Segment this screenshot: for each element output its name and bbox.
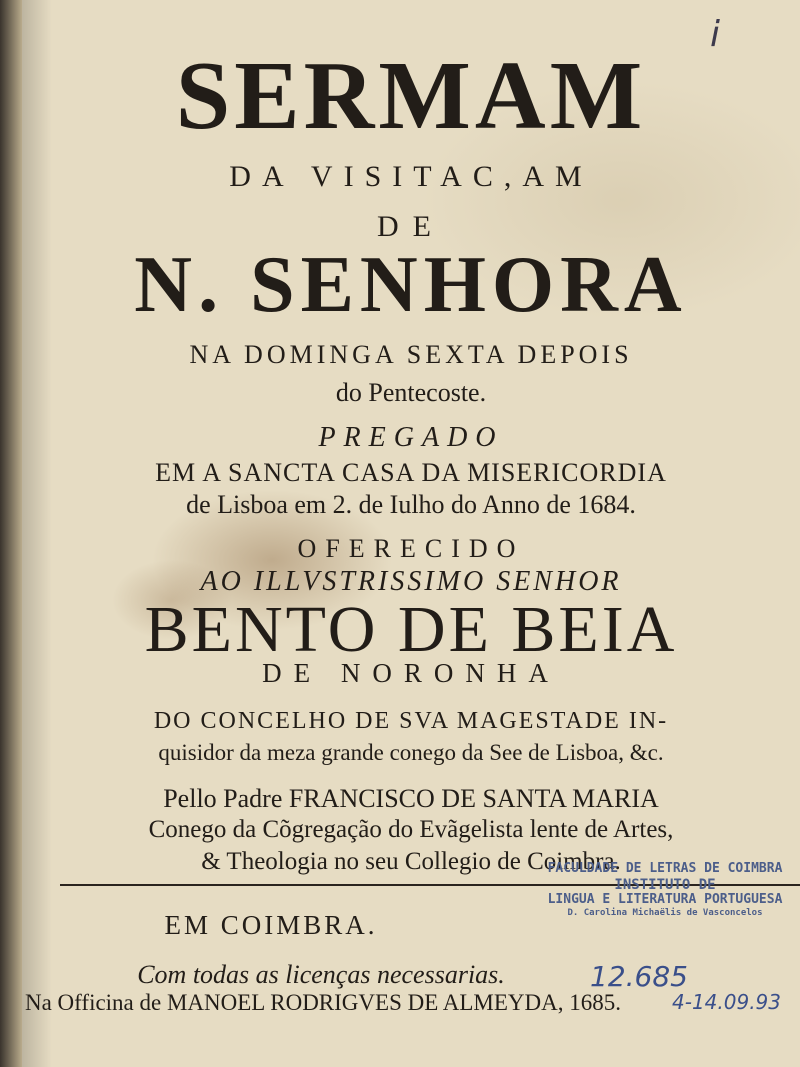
title-subtitle: DA VISITAC,AM xyxy=(229,160,593,193)
stamp-line-4: D. Carolina Michaëlis de Vasconcelos xyxy=(567,907,763,918)
title-main: SERMAM xyxy=(175,42,647,150)
library-stamp xyxy=(530,862,800,918)
line-pentecoste: do Pentecoste. xyxy=(335,378,487,407)
book-binding-edge xyxy=(0,0,22,1067)
line-conego: Conego da Cõgregação do Evãgelista lente de Artes, xyxy=(148,816,674,843)
line-officina: Na Officina de MANOEL RODRIGVES DE ALMEYDA, 1685. xyxy=(24,990,621,1015)
line-casa: EM A SANCTA CASA DA MISERICORDIA xyxy=(155,458,667,487)
line-licencas: Com todas as licenças necessarias. xyxy=(137,960,505,989)
line-oferecido: OFERECIDO xyxy=(297,534,525,563)
line-pregado: PREGADO xyxy=(318,422,504,453)
line-pello: Pello Padre FRANCISCO DE SANTA MARIA xyxy=(163,784,659,813)
title-de: DE xyxy=(377,210,445,243)
title-senhora: N. SENHORA xyxy=(134,241,688,329)
line-noronha: DE NORONHA xyxy=(262,658,560,688)
stamp-line-2: INSTITUTO DE xyxy=(614,876,716,893)
line-em-coimbra: EM COIMBRA. xyxy=(164,910,378,940)
stamp-date: 4-14.09.93 xyxy=(672,990,782,1014)
line-ao-senhor: AO ILLVSTRISSIMO SENHOR xyxy=(200,566,622,597)
title-page xyxy=(22,0,800,1067)
line-theologia: & Theologia no seu Collegio de Coimbra. xyxy=(201,848,621,875)
stamp-line-3: LINGUA E LITERATURA PORTUGUESA xyxy=(547,892,783,908)
line-quisidor: quisidor da meza grande conego da See de Lisboa, &c. xyxy=(158,740,664,765)
line-concelho: DO CONCELHO DE SVA MAGESTADE IN- xyxy=(153,708,669,734)
stamp-number: 12.685 xyxy=(590,960,688,993)
line-bento: BENTO DE BEIA xyxy=(144,593,678,666)
stamp-line-1: FACULDADE DE LETRAS DE COIMBRA xyxy=(547,861,783,876)
line-lisboa-date: de Lisboa em 2. de Iulho do Anno de 1684. xyxy=(186,490,636,519)
page-number: i xyxy=(710,14,721,55)
line-dominga: NA DOMINGA SEXTA DEPOIS xyxy=(189,340,633,369)
